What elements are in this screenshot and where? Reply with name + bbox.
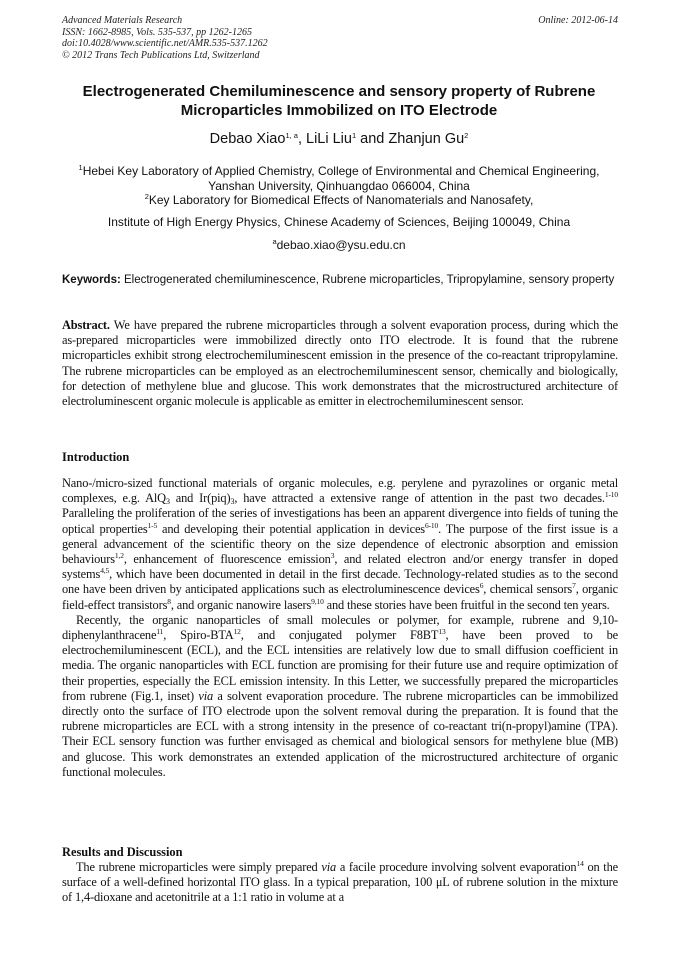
email-address: debao.xiao@ysu.edu.cn (276, 238, 406, 252)
keywords-text: Electrogenerated chemiluminescence, Rubrene microparticles, Tripropylamine, sensory property (120, 274, 615, 286)
abstract-text: We have prepared the rubrene microparticles through a solvent evaporation process, during which the as-prepared microparticles were immobilized directly onto ITO electrode. It is found that the rubrene microparticles exhibit strong electrochemiluminescent emission in the presence of the co-reactant tripropylamine. The rubrene microparticles can be employed as an electrochemiluminescent sensor, chemically and biologically, for detection of methylene blue and glucose. This work demonstrates that the microstructured architecture of electroluminescent organic molecule is applicable as emitter in electrochemiluminescent sensor. (62, 318, 618, 409)
author-1-affil: 1, a (285, 131, 298, 140)
affiliation-1-text: Hebei Key Laboratory of Applied Chemistry, College of Environmental and Chemical Engineering, (82, 164, 600, 178)
author-1: Debao Xiao (209, 131, 286, 147)
corresponding-email (40, 238, 638, 253)
online-date: Online: 2012-06-14 (538, 15, 618, 26)
abstract-label: Abstract. (62, 318, 110, 332)
introduction-body (62, 476, 618, 780)
keywords-label: Keywords: (62, 274, 121, 286)
author-2: LiLi Liu (306, 131, 352, 147)
copyright-line: © 2012 Trans Tech Publications Ltd, Switzerland (62, 49, 260, 61)
affiliation-2-line-1 (40, 193, 638, 208)
paper-title (40, 82, 638, 120)
intro-paragraph-2: Recently, the organic nanoparticles of small molecules or polymer, for example, rubrene and 9,10-diphenylanthracene$^{11}$, Spiro-BTA$^{12}$, and conjugated polymer F8BT$^{13}$, have been proved to be electrochemiluminescent (ECL), and the ECL intensities are relatively low due to small diffusion coefficient in media. The organic nanoparticles with ECL function are promising for their future use and require optimization of their properties, especially the ECL emission intensity. In this Letter, we successfully prepared the microparticles from rubrene (Fig.1, inset) via a solvent evaporation procedure. The rubrene microparticles can be immobilized directly onto the surface of ITO electrode upon the solvent removal during the preparation. It is found that the rubrene microparticles are ECL with a strong intensity in the presence of co-reactant tri(n-propyl)amine (TPA). Their ECL sensory function was further envisaged as chemical and biological sensors for methylene blue (MB) and glucose. This work demonstrates an extended application of the microstructured architecture of organic functional molecules. (62, 612, 619, 779)
affiliation-1-marker: 1 (78, 163, 83, 172)
author-sep-2: and (356, 131, 389, 147)
results-paragraph-1: The rubrene microparticles were simply prepared via a facile procedure involving solvent evaporation$^{14}$ on the surface of a well-defined horizontal ITO glass. In a typical preparation, 100 μL of rubrene solution in the mixture of 1,4-dioxane and acetonitrile at a 1:1 ratio in volume at a (62, 859, 618, 905)
affiliation-2-line-2: Institute of High Energy Physics, Chinese Academy of Sciences, Beijing 100049, China (107, 214, 571, 229)
journal-name: Advanced Materials Research (62, 15, 183, 26)
affiliation-1-line-2: Yanshan University, Qinhuangdao 066004, China (208, 178, 470, 193)
keywords (62, 273, 618, 288)
abstract (62, 318, 618, 409)
author-3: Zhanjun Gu (388, 131, 465, 147)
affiliation-2-text: Key Laboratory for Biomedical Effects of Nanomaterials and Nanosafety, (148, 193, 534, 207)
author-3-affil: 2 (464, 131, 469, 140)
affiliation-2-marker: 2 (144, 192, 149, 201)
author-list (40, 131, 638, 147)
author-2-affil: 1 (351, 131, 357, 140)
section-heading-results: Results and Discussion (62, 845, 183, 859)
title-line-2: Microparticles Immobilized on ITO Electrode (180, 102, 498, 119)
section-heading-introduction: Introduction (62, 450, 130, 464)
title-line-1: Electrogenerated Chemiluminescence and sensory property of Rubrene (82, 83, 596, 100)
affiliations (40, 164, 638, 253)
affiliation-1-line-1 (40, 164, 638, 179)
doi-line: doi:10.4028/www.scientific.net/AMR.535-537.1262 (62, 38, 268, 49)
journal-header (62, 15, 618, 61)
email-marker: a (272, 237, 277, 246)
results-body (62, 860, 618, 906)
author-sep-1: , (297, 131, 307, 147)
intro-paragraph-1: Nano-/micro-sized functional materials of organic molecules, e.g. perylene and pyrazolines or organic metal complexes, e.g. AlQ$_3$ and $Ir(piq)_3$, have attracted a extensive range of attention in the past two decades.$^{1-10}$ Paralleling the proliferation of the series of investigations has been an apparent divergence into fields of tuning the optical properties$^{1-5}$ and developing their potential application in devices$^{6-10}$. The purpose of the first issue is a general advancement of the scientific theory on the size dependence of electronic absorption and emission behaviours$^{1,2}$, enhancement of fluorescence emission$^3$, and related electron and/or energy transfer in doped systems$^{4,5}$, which have been documented in detail in the first decade. Technology-related studies as to the second one have been driven by anticipated applications such as electroluminescence devices$^6$, chemical sensors$^7$, organic field-effect transistors$^8$, and organic nanowire lasers$^{9,10}$ and these stories have been fruitful in the second ten years. (62, 476, 619, 612)
issn-line: ISSN: 1662-8985, Vols. 535-537, pp 1262-1265 (62, 26, 252, 38)
